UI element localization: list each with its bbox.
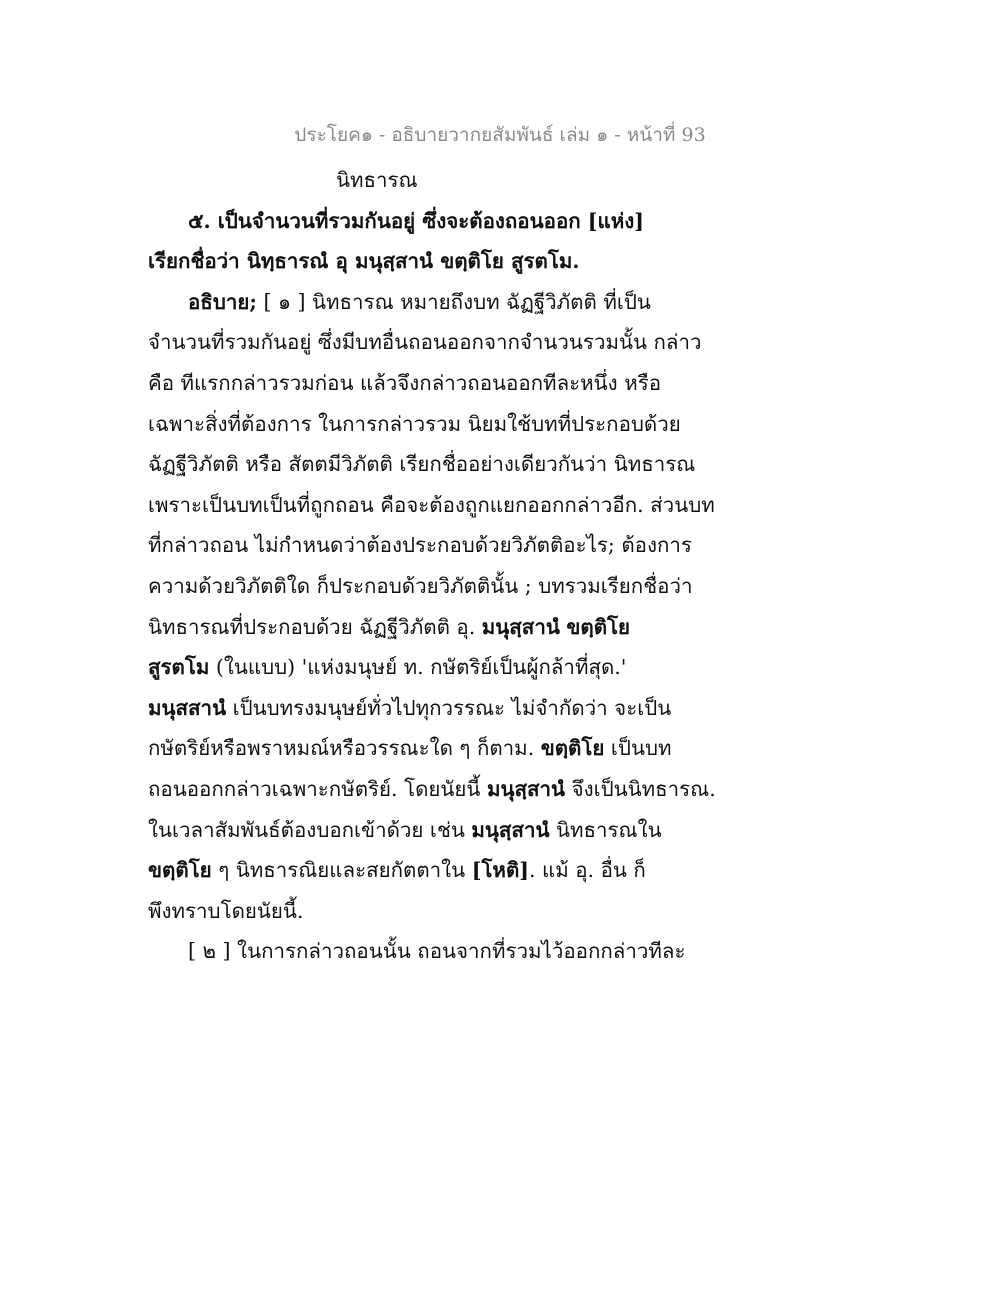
pali-term: มนุสฺสานํ [471, 817, 550, 842]
text-run: เป็นบท [604, 736, 672, 761]
text-run: ในเวลาสัมพันธ์ต้องบอกเข้าด้วย เช่น [148, 817, 472, 842]
pali-term: ขตฺติโย [148, 858, 212, 883]
page-body [148, 160, 716, 972]
paragraph-1-line-3: คือ ทีแรกกล่าวรวมก่อน แล้วจึงกล่าวถอนออกทีละหนึ่ง หรือ [148, 370, 662, 395]
definition-line-2: เรียกชื่อว่า นิทฺธารณํ อุ มนุสฺสานํ ขตฺติโย สูรตโม. [148, 249, 580, 274]
pali-term: มนุสสานํ [148, 695, 227, 720]
pali-term: [โหติ] [471, 858, 529, 883]
pali-term: ขตฺติโย [566, 614, 631, 639]
text-run: [ ๑ ] นิทธารณ หมายถึงบท ฉัฏฐีวิภัตติ ที่เป็น [256, 289, 651, 314]
text-run: ถอนออกกล่าวเฉพาะกษัตริย์. โดยนัยนี้ [148, 776, 487, 801]
pali-term: ขตฺติโย [540, 736, 605, 761]
text-run: . แม้ อุ. อื่น ก็ [528, 858, 646, 883]
text-run: (ในแบบ) 'แห่งมนุษย์ ท. กษัตริย์เป็นผู้กล้าที่สุด.' [209, 655, 627, 680]
paragraph-1-line-2: จำนวนที่รวมกันอยู่ ซึ่งมีบทอื่นถอนออกจากจำนวนรวมนั้น กล่าว [148, 330, 702, 355]
paragraph-1-line-5: ฉัฏฐีวิภัตติ หรือ สัตตมีวิภัตติ เรียกชื่ออย่างเดียวกันว่า นิทธารณ [148, 452, 696, 477]
paragraph-1-line-14 [148, 810, 708, 851]
text-run: จึงเป็นนิทธารณ. [565, 776, 716, 801]
paragraph-1-line-15 [148, 850, 708, 891]
pali-term: มนุสฺสานํ [481, 614, 560, 639]
pali-term: มนุสฺสานํ [486, 776, 566, 801]
paragraph-1-line-11 [148, 688, 708, 729]
text-run: นิทธารณใน [549, 817, 662, 842]
paragraph-1-line-12 [148, 728, 708, 769]
pali-term: สูรตโม [148, 655, 210, 680]
explanation-label: อธิบาย; [188, 289, 257, 314]
definition-line-1: ๕. เป็นจำนวนที่รวมกันอยู่ ซึ่งจะต้องถอนออก [แห่ง] [188, 208, 644, 233]
paragraph-1-line-6: เพราะเป็นบทเป็นที่ถูกถอน คือจะต้องถูกแยกออกกล่าวอีก. ส่วนบท [148, 492, 715, 517]
section-title: นิทธารณ [336, 168, 418, 192]
text-run: นิทธารณที่ประกอบด้วย ฉัฏฐีวิภัตติ อุ. [148, 614, 482, 639]
page-header: ประโยค๑ - อธิบายวากยสัมพันธ์ เล่ม ๑ - หน้าที่ 93 [294, 124, 706, 146]
paragraph-1-line-1 [148, 282, 708, 323]
text-run: กษัตริย์หรือพราหมณ์หรือวรรณะใด ๆ ก็ตาม. [148, 736, 541, 761]
paragraph-1-line-4: เฉพาะสิ่งที่ต้องการ ในการกล่าวรวม นิยมใช้บทที่ประกอบด้วย [148, 411, 681, 436]
text-run: ๆ นิทธารณิยและสยกัตตาใน [211, 858, 472, 883]
paragraph-1-line-8: ความด้วยวิภัตติใด ก็ประกอบด้วยวิภัตตินั้น ; บทรวมเรียกชื่อว่า [148, 573, 693, 598]
paragraph-1-line-7: ที่กล่าวถอน ไม่กำหนดว่าต้องประกอบด้วยวิภัตติอะไร; ต้องการ [148, 533, 692, 558]
paragraph-2-line-1: [ ๒ ] ในการกล่าวถอนนั้น ถอนจากที่รวมไว้ออกกล่าวทีละ [188, 939, 686, 964]
paragraph-1-line-16: พึงทราบโดยนัยนี้. [148, 898, 304, 923]
text-run: เป็นบทรงมนุษย์ทั่วไปทุกวรรณะ ไม่จำกัดว่า จะเป็น [226, 695, 672, 720]
paragraph-1-line-10 [148, 647, 708, 688]
paragraph-1-line-13 [148, 769, 716, 810]
paragraph-1-line-9 [148, 607, 708, 648]
